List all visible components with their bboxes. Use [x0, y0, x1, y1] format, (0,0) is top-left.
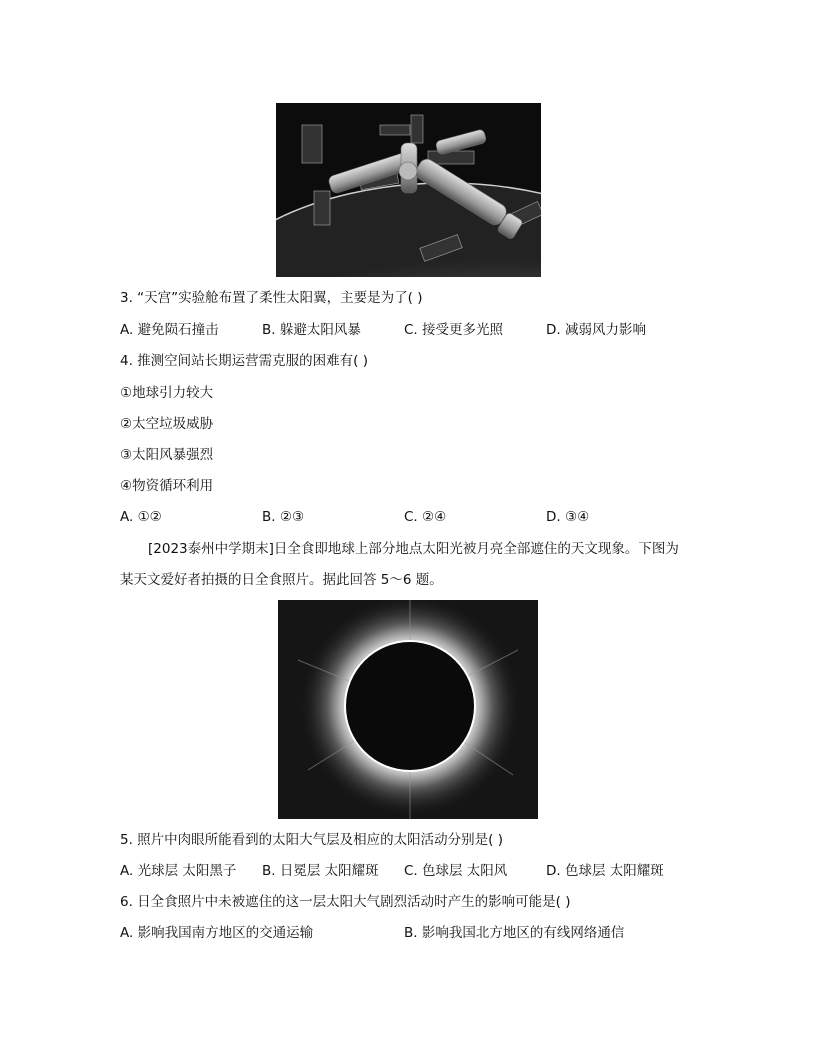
solar-eclipse-photo: [278, 600, 538, 819]
passage-line-2: 某天文爱好者拍摄的日全食照片。据此回答 5～6 题。: [120, 572, 443, 588]
q5-option-a: A. 光球层 太阳黑子: [120, 863, 237, 879]
q5-stem: 5. 照片中肉眼所能看到的太阳大气层及相应的太阳活动分别是( ): [120, 832, 503, 848]
q4-stem: 4. 推测空间站长期运营需克服的困难有( ): [120, 353, 368, 369]
passage-line-1: [2023泰州中学期末]日全食即地球上部分地点太阳光被月亮全部遮住的天文现象。下图为: [148, 541, 679, 557]
q5-option-b: B. 日冕层 太阳耀斑: [262, 863, 379, 879]
q5-option-d: D. 色球层 太阳耀斑: [546, 863, 664, 879]
q3-option-a: A. 避免陨石撞击: [120, 322, 219, 338]
q4-option-c: C. ②④: [404, 509, 447, 525]
q6-stem: 6. 日全食照片中未被遮住的这一层太阳大气剧烈活动时产生的影响可能是( ): [120, 894, 571, 910]
q3-option-b: B. 躲避太阳风暴: [262, 322, 361, 338]
q4-option-d: D. ③④: [546, 509, 590, 525]
q4-option-a: A. ①②: [120, 509, 162, 525]
q4-statement-3: ③太阳风暴强烈: [120, 447, 214, 463]
q3-option-c: C. 接受更多光照: [404, 322, 504, 338]
q4-statement-2: ②太空垃圾威胁: [120, 416, 214, 432]
q4-option-b: B. ②③: [262, 509, 305, 525]
eclipse-image: [278, 600, 538, 819]
q4-statement-1: ①地球引力较大: [120, 385, 214, 401]
q6-option-a: A. 影响我国南方地区的交通运输: [120, 925, 314, 941]
q6-option-b: B. 影响我国北方地区的有线网络通信: [404, 925, 625, 941]
q3-option-d: D. 减弱风力影响: [546, 322, 646, 338]
q4-statement-4: ④物资循环利用: [120, 478, 214, 494]
space-station-image: [276, 103, 541, 277]
q5-option-c: C. 色球层 太阳风: [404, 863, 508, 879]
q3-stem: 3. “天宫”实验舱布置了柔性太阳翼，主要是为了( ): [120, 290, 423, 306]
space-station-photo: [276, 103, 541, 277]
